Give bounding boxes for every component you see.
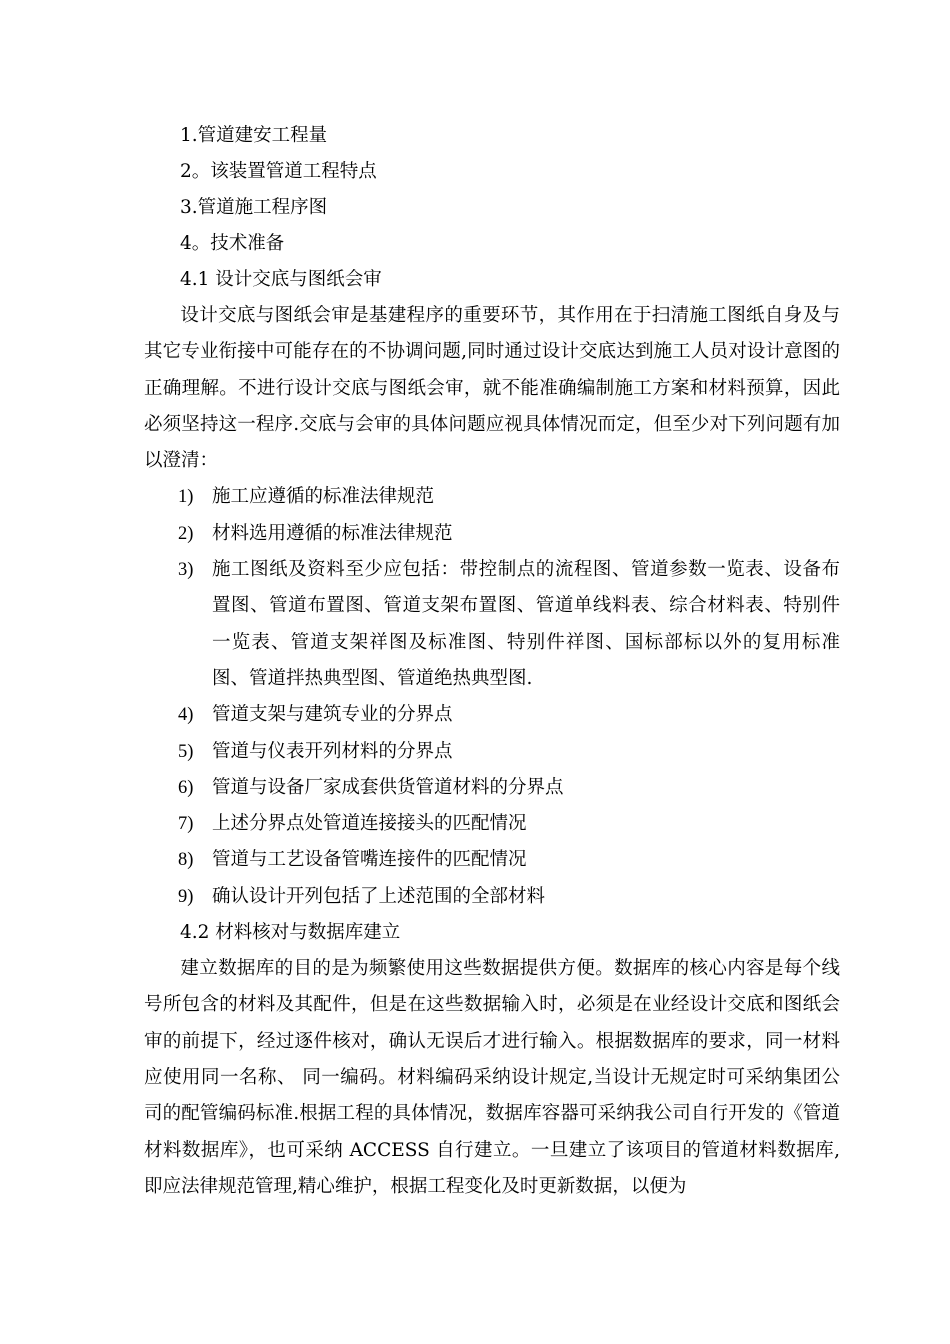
list-item-text: 施工图纸及资料至少应包括：带控制点的流程图、管道参数一览表、设备布置图、管道布置图、管道支架布置图、管道单线料表、综合材料表、特别件一览表、管道支架祥图及标准图、特别件祥图、国标部标以外的复用标准图、管道拌热典型图、管道绝热典型图. xyxy=(212,559,840,689)
list-item xyxy=(144,552,840,697)
list-item-number: 5) xyxy=(178,741,194,762)
list-item-number: 4) xyxy=(178,705,194,726)
list-item xyxy=(144,770,840,806)
paragraph-design-review xyxy=(144,298,840,479)
heading-4: 4。技术准备 xyxy=(180,233,285,254)
list-item-text: 管道与工艺设备管嘴连接件的匹配情况 xyxy=(212,849,527,871)
heading-4-2: 4.2 材料核对与数据库建立 xyxy=(180,922,401,944)
list-item xyxy=(144,842,840,878)
list-item xyxy=(144,879,840,915)
numbered-list xyxy=(144,479,840,915)
list-item-text: 管道支架与建筑专业的分界点 xyxy=(212,704,453,726)
list-item-number: 8) xyxy=(178,850,194,871)
document-body xyxy=(144,118,840,1205)
heading-1: 1.管道建安工程量 xyxy=(180,125,328,146)
paragraph-database xyxy=(144,951,840,1205)
list-item-text: 上述分界点处管道连接接头的匹配情况 xyxy=(212,813,527,835)
list-item-number: 9) xyxy=(178,886,194,907)
list-item xyxy=(144,734,840,770)
list-item-text: 材料选用遵循的标准法律规范 xyxy=(212,522,453,544)
list-item xyxy=(144,806,840,842)
list-item-text: 管道与设备厂家成套供货管道材料的分界点 xyxy=(212,776,564,798)
heading-2: 2。该装置管道工程特点 xyxy=(180,161,377,182)
list-item-number: 2) xyxy=(178,523,194,544)
paragraph-text: 建立数据库的目的是为频繁使用这些数据提供方便。数据库的核心内容是每个线号所包含的材料及其配件，但是在这些数据输入时，必须是在业经设计交底和图纸会审的前提下，经过逐件核对，确认无误后才进行输入。根据数据库的要求，同一材料应使用同一名称、 同一编码。材料编码采纳设计规定,当设计无规定时可采纳集团公司的配管编码标准.根据工程的具体情况，数据库容器可采纳我公司自行开发的《管道材料数据库》，也可采纳 ACCESS 自行建立。一旦建立了该项目的管道材料数据库,即应法律规范管理,精心维护，根据工程变化及时更新数据，以便为 xyxy=(144,958,840,1197)
heading-4-1: 4.1 设计交底与图纸会审 xyxy=(180,269,382,290)
list-item xyxy=(144,479,840,515)
list-item-number: 3) xyxy=(178,560,194,581)
list-item-number: 6) xyxy=(178,777,194,798)
paragraph-text: 设计交底与图纸会审是基建程序的重要环节，其作用在于扫清施工图纸自身及与其它专业衔接中可能存在的不协调问题,同时通过设计交底达到施工人员对设计意图的正确理解。不进行设计交底与图纸会审，就不能准确编制施工方案和材料预算，因此必须坚持这一程序.交底与会审的具体问题应视具体情况而定，但至少对下列问题有加以澄清： xyxy=(144,305,840,472)
list-item-text: 确认设计开列包括了上述范围的全部材料 xyxy=(212,885,546,907)
list-item-number: 7) xyxy=(178,814,194,835)
list-item-text: 施工应遵循的标准法律规范 xyxy=(212,486,435,508)
list-item xyxy=(144,697,840,733)
heading-3: 3.管道施工程序图 xyxy=(180,197,328,218)
list-item-number: 1) xyxy=(178,487,194,508)
list-item xyxy=(144,516,840,552)
list-item-text: 管道与仪表开列材料的分界点 xyxy=(212,740,453,762)
